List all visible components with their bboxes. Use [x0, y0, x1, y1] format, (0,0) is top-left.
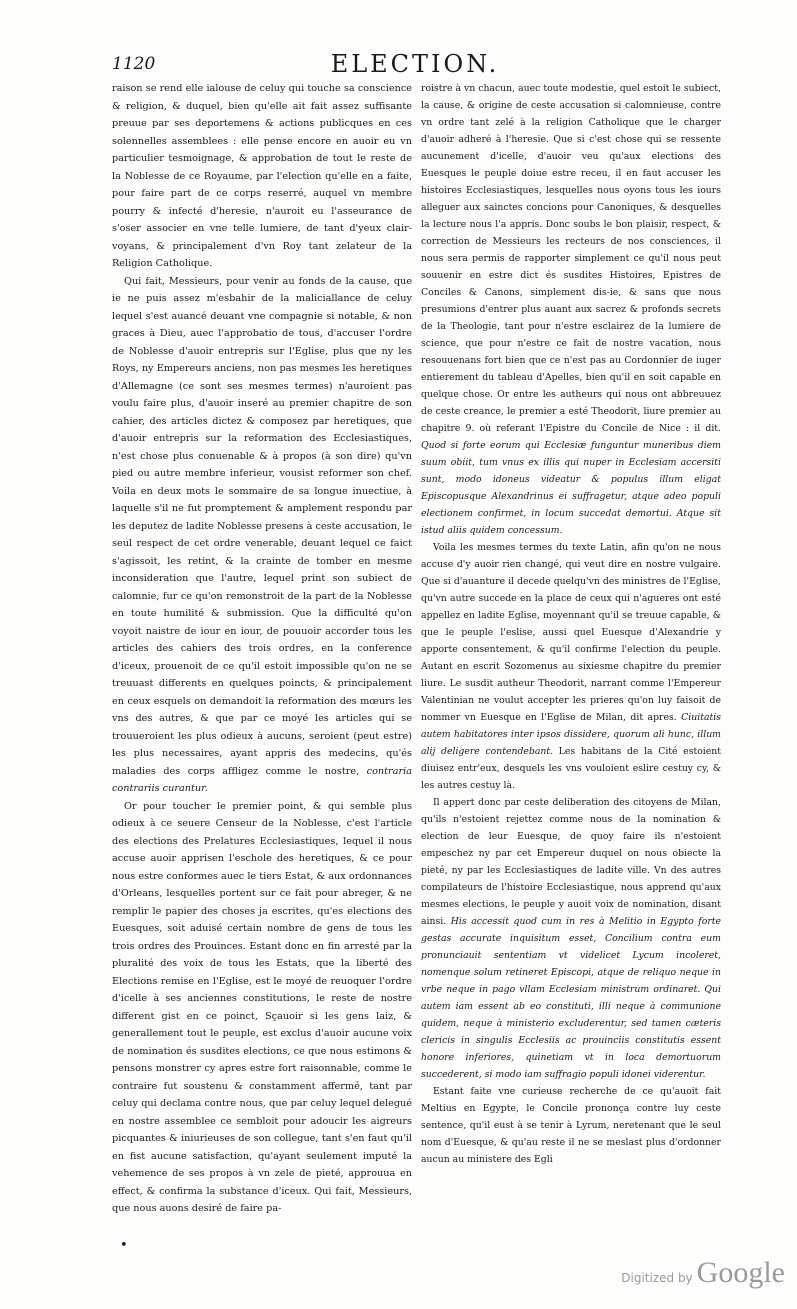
latin-quote: Ciuitatis autem habitatores inter ipsos dissidere, quorum ali hunc, illum alij deligere contendebant.: [421, 712, 721, 757]
paragraph: [112, 273, 412, 798]
paragraph-text: Les habitans de la Cité estoient diuisez entr'eux, desquels les vns vouloient eslire cestuy cy, & les autres cestuy là.: [421, 746, 721, 791]
paragraph: [421, 539, 721, 794]
latin-quote: contraria contrariis curantur.: [112, 765, 412, 794]
paragraph: [421, 794, 721, 1083]
paragraph-text: raison se rend elle ialouse de celuy qui touche sa conscience & religion, & duquel, bien qu'elle ait fait assez suffisante preuue par ses deportemens & actions publicques en ces solennelles assemblees : elle pense encore en auoir eu vn particulier tesmoignage, & approbation de tout le reste de la Noblesse de ce Royaume, par l'election qu'elle en a faite, pour faire part de ce corps reserré, auquel vn membre pourry & infecté d'heresie, n'auroit eu l'asseurance de s'oser associer en vne telle lumiere, de tant d'yeux clair-voyans, & principalement d'vn Roy tant zelateur de la Religion Catholique.: [112, 83, 412, 269]
page-header: [110, 50, 720, 78]
footer-mark: •: [120, 1238, 128, 1253]
watermark-caption: Digitized by: [621, 1271, 693, 1285]
paragraph: [421, 1083, 721, 1168]
paragraph: [112, 80, 412, 273]
paragraph: [421, 80, 721, 539]
paragraph-text: Qui fait, Messieurs, pour venir au fonds de la cause, que ie ne puis assez m'esbahir de la maliciallance de celuy lequel s'est auancé deuant vne compagnie si notable, & non graces à Dieu, auec l'approbatio de tous, d'accuser l'ordre de Noblesse d'auoir entrepris sur l'Eglise, plus que ny les Roys, ny Empereurs anciens, non pas mesmes les heretiques d'Allemagne (ce sont ses mesmes termes) n'auroient pas voulu faire plus, d'auoir inseré au premier chapitre de son cahier, des articles dictez & composez par heretiques, que d'auoir entrepris sur la reformation des Ecclesiastiques, n'est chose plus conuenable & à propos (à son dire) qu'vn pied ou autre membre inferieur, vousist reformer son chef. Voila en deux mots le sommaire de sa longue inuectiue, à laquelle s'il ne fut promptement & amplement respondu par les deputez de ladite Noblesse presens à ceste accusation, le seul respect de cet ordre venerable, deuant lequel ce faict s'agissoit, les retint, & la crainte de tomber en mesme inconsideration que l'autre, lequel print son subiect de calomnie, fur ce qu'on remonstroit de la part de la Noblesse en toute humilité & submission. Que la difficulté qu'on voyoit naistre de iour en iour, de pouuoir accorder tous les articles des cahiers des trois ordres, en la conference d'iceux, prouenoit de ce qu'il estoit impossible qu'on ne se treuuast differents en quelques poincts, & principalement en ceux esquels on demandoit la reformation des mœurs les vns des autres, & que par ce moyé les articles qui se trouueroient les plus odieux à aucuns, seroient (peut estre) les plus necessaires, ayant appris des medecins, qu'és maladies des corps affligez comme le nostre,: [112, 275, 412, 777]
google-logo: Google: [696, 1256, 785, 1289]
paragraph-text: Il appert donc par ceste deliberation des citoyens de Milan, qu'ils n'estoient rejettez comme nous de la nomination & election de leur Euesque, de quoy faire ils n'estoient empeschez ny par cet Empereur duquel on nous obiecte la pieté, ny par les Ecclesiastiques de ladite ville. Vn des autres compilateurs de l'histoire Ecclesiastique, nous apprend qu'aux mesmes elections, le peuple y auoit voix de nomination, disant ainsi.: [421, 797, 721, 927]
paragraph: [112, 798, 412, 1218]
right-column: [421, 80, 721, 1168]
paragraph-text: Or pour toucher le premier point, & qui semble plus odieux à ce seuere Censeur de la Noblesse, c'est l'article des elections des Prelatures Ecclesiastiques, lequel il nous accuse auoir apprisen l'eschole des heretiques, & ce pour nous estre conformes auec le tiers Estat, & aux ordonnances d'Orleans, lesquelles portent sur ce fait pour abreger, & ne remplir le papier des choses ja escrites, qu'es elections des Euesques, soit aduisé certain nombre de gens de tous les trois ordres des Prouinces. Estant donc en fin arresté par la pluralité des voix de tous les Estats, que la liberté des Elections remise en l'Eglise, est le moyé de reuoquer l'ordre d'icelle à ses anciennes constitutions, le reste de nostre different gist en ce poinct, Sçauoir si les gens laiz, & generallement tout le peuple, est exclus d'auoir aucune voix de nomination és susdites elections, ce que nous estimons & pensons monstrer cy apres estre fort raisonnable, comme le contraire fut soustenu & constamment affermé, tant par celuy qui declama contre nous, que par celuy lequel delegué en nostre assemblee ce sembloit pour adoucir les aigreurs picquantes & iniurieuses de son collegue, tant s'en faut qu'il en fist aucune satisfaction, qu'ayant seulement imputé la vehemence de ses propos à vn zele de pieté, approuua en effect, & confirma la substance d'iceux. Qui fait, Messieurs, que nous auons desiré de faire pa-: [112, 800, 412, 1214]
latin-quote: Quod si forte eorum qui Ecclesiæ funguntur muneribus diem suum obiit, tum vnus ex illis qui nuper in Ecclesiam accersiti sunt, modo idoneus videatur & populus illum eligat Episcopusque Alexandrinus ei suffragetur, atque adeo populi electionem confirmet, in locum succedat demortui. Atque sit istud aliis quidem concessum.: [421, 440, 721, 536]
paragraph-text: Estant faite vne curieuse recherche de ce qu'auoit fait Meltius en Egypte, le Concile prononça contre luy ceste sentence, qu'il eust à se tenir à Lyrum, neretenant que le seul nom d'Euesque, & qu'au reste il ne se meslast plus d'ordonner aucun au ministere des Egli: [421, 1086, 721, 1165]
latin-quote: His accessit quod cum in res à Melitio in Egypto forte gestas accurate inquisitum esset, Concilium contra eum pronunciauit sententiam vt videlicet Lycum incoleret, nomenque solum retineret Episcopi, atque de reliquo neque in vrbe neque in pago vllam Ecclesiam ministrum ordinaret. Qui autem iam essent ab eo constituti, illi neque à communione quidem, neque à ministerio excluderentur, sed tamen cæteris clericis in singulis Ecclesiis ac prouinciis constitutis essent honore inferiores, quinetiam vt in loca demortuorum succederent, si modo iam suffragio populi idonei viderentur.: [421, 916, 721, 1080]
paragraph-text: roistre à vn chacun, auec toute modestie, quel estoit le subiect, la cause, & origine de ceste accusation si calomnieuse, contre vn ordre tant zelé à la religion Catholique que le charger d'auoir adheré à l'heresie. Que si c'est chose qui se ressente aucunement d'icelle, d'auoir veu qu'aux elections des Euesques le peuple doiue estre receu, il en faut accuser les histoires Ecclesiastiques, lesquelles nous oyons tous les iours alleguer aux sainctes concions pour Canoniques, & desquelles la lecture nous l'a appris. Donc soubs le bon plaisir, respect, & correction de Messieurs les recteurs de nos consciences, il nous sera permis de rapporter simplement ce qu'il nous peut souuenir en estre dict és susdites Histoires, Epistres de Conciles & Canons, simplement dis-ie, & sans que nous presumions d'entrer plus auant aux sacrez & profonds secrets de la Theologie, tant pour n'estre esclairez de la lumiere de science, que pour n'estre ce fait de nostre vacation, nous resouuenans fort bien que ce n'est pas au Cordonnier de iuger entierement du tableau d'Apelles, bien qu'il en soit capable en quelque chose. Or entre les autheurs qui nous ont abbreuuez de ceste creance, le premier a esté Theodorit, liure premier au chapitre 9. où referant l'Epistre du Concile de Nice : il dit.: [421, 83, 721, 434]
paragraph-text: Voila les mesmes termes du texte Latin, afin qu'on ne nous accuse d'y auoir rien changé, qui veut dire en nostre vulgaire. Que si d'auanture il decede quelqu'vn des ministres de l'Eglise, qu'vn autre succede en la place de ceux qui n'agueres ont esté appellez en ladite Eglise, moyennant qu'il se treuue capable, & que le peuple l'eslise, aussi quel Euesque d'Alexandrie y apporte consentement, & qu'il confirme l'election du peuple. Autant en escrit Sozomenus au sixiesme chapitre du premier liure. Le susdit autheur Theodorit, narrant comme l'Empereur Valentinian ne voulut accepter les prieres qu'on luy faisoit de nommer vn Euesque en l'Eglise de Milan, dit apres.: [421, 542, 721, 723]
page-number: 1120: [112, 54, 156, 74]
running-title: ELECTION.: [330, 50, 500, 78]
left-column: [112, 80, 412, 1218]
digitized-watermark: [621, 1256, 785, 1290]
